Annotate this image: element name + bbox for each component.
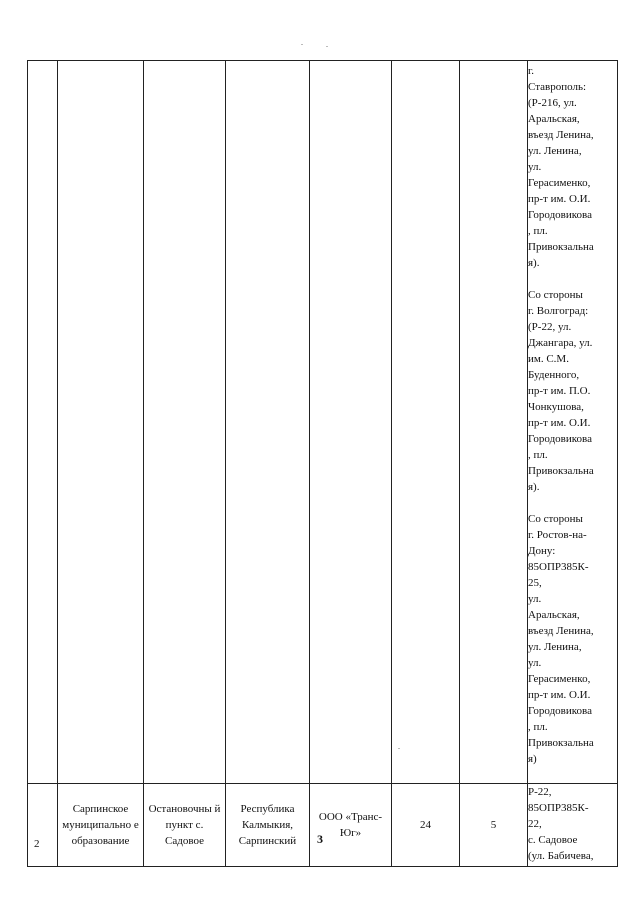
address-text: Республика Калмыкия, Сарпинский	[238, 803, 297, 847]
municipality-text: Сарпинское муниципально е образование	[62, 803, 139, 847]
cell-stop	[144, 784, 226, 867]
scan-speck	[326, 46, 328, 47]
cell-municipality	[58, 784, 144, 867]
route-table	[27, 60, 618, 867]
route-block-volgograd: Со стороны г. Волгоград: (Р-22, ул. Джангара, ул. им. С.М. Буденного, пр-т им. П.О. Чонкушова, пр-т им. О.И. Городовикова , пл. Привокзальна я).	[528, 289, 594, 493]
cell-value-2: 5	[460, 784, 528, 867]
cell-carrier	[310, 784, 392, 867]
stop-text: Остановочны й пункт с. Садовое	[148, 803, 221, 847]
scan-speck	[301, 44, 303, 45]
cell-number: 2	[28, 784, 58, 867]
page-number: 3	[317, 832, 323, 846]
table-row-continuation	[28, 61, 618, 784]
cell-address	[226, 784, 310, 867]
cell-value-1: 24	[392, 784, 460, 867]
carrier-text: ООО «Транс-Юг»	[318, 811, 383, 839]
cell-stop	[144, 61, 226, 784]
cell-routes: Р-22, 85ОПР385К- 22, с. Садовое (ул. Бабичева,	[528, 784, 618, 867]
cell-value-1	[392, 61, 460, 784]
cell-value-2	[460, 61, 528, 784]
cell-address	[226, 61, 310, 784]
table-row-2	[28, 784, 618, 867]
route-block-stavropol: г. Ставрополь: (Р-216, ул. Аральская, въезд Ленина, ул. Ленина, ул. Герасименко, пр-т им. О.И. Городовикова , пл. Привокзальна я).	[528, 65, 594, 269]
cell-municipality	[58, 61, 144, 784]
cell-routes	[528, 61, 618, 784]
route-block-rostov: Со стороны г. Ростов-на- Дону: 85ОПР385К- 25, ул. Аральская, въезд Ленина, ул. Ленина, ул. Герасименко, пр-т им. О.И. Городовикова , пл. Привокзальна я)	[528, 513, 594, 765]
cell-carrier	[310, 61, 392, 784]
cell-number	[28, 61, 58, 784]
